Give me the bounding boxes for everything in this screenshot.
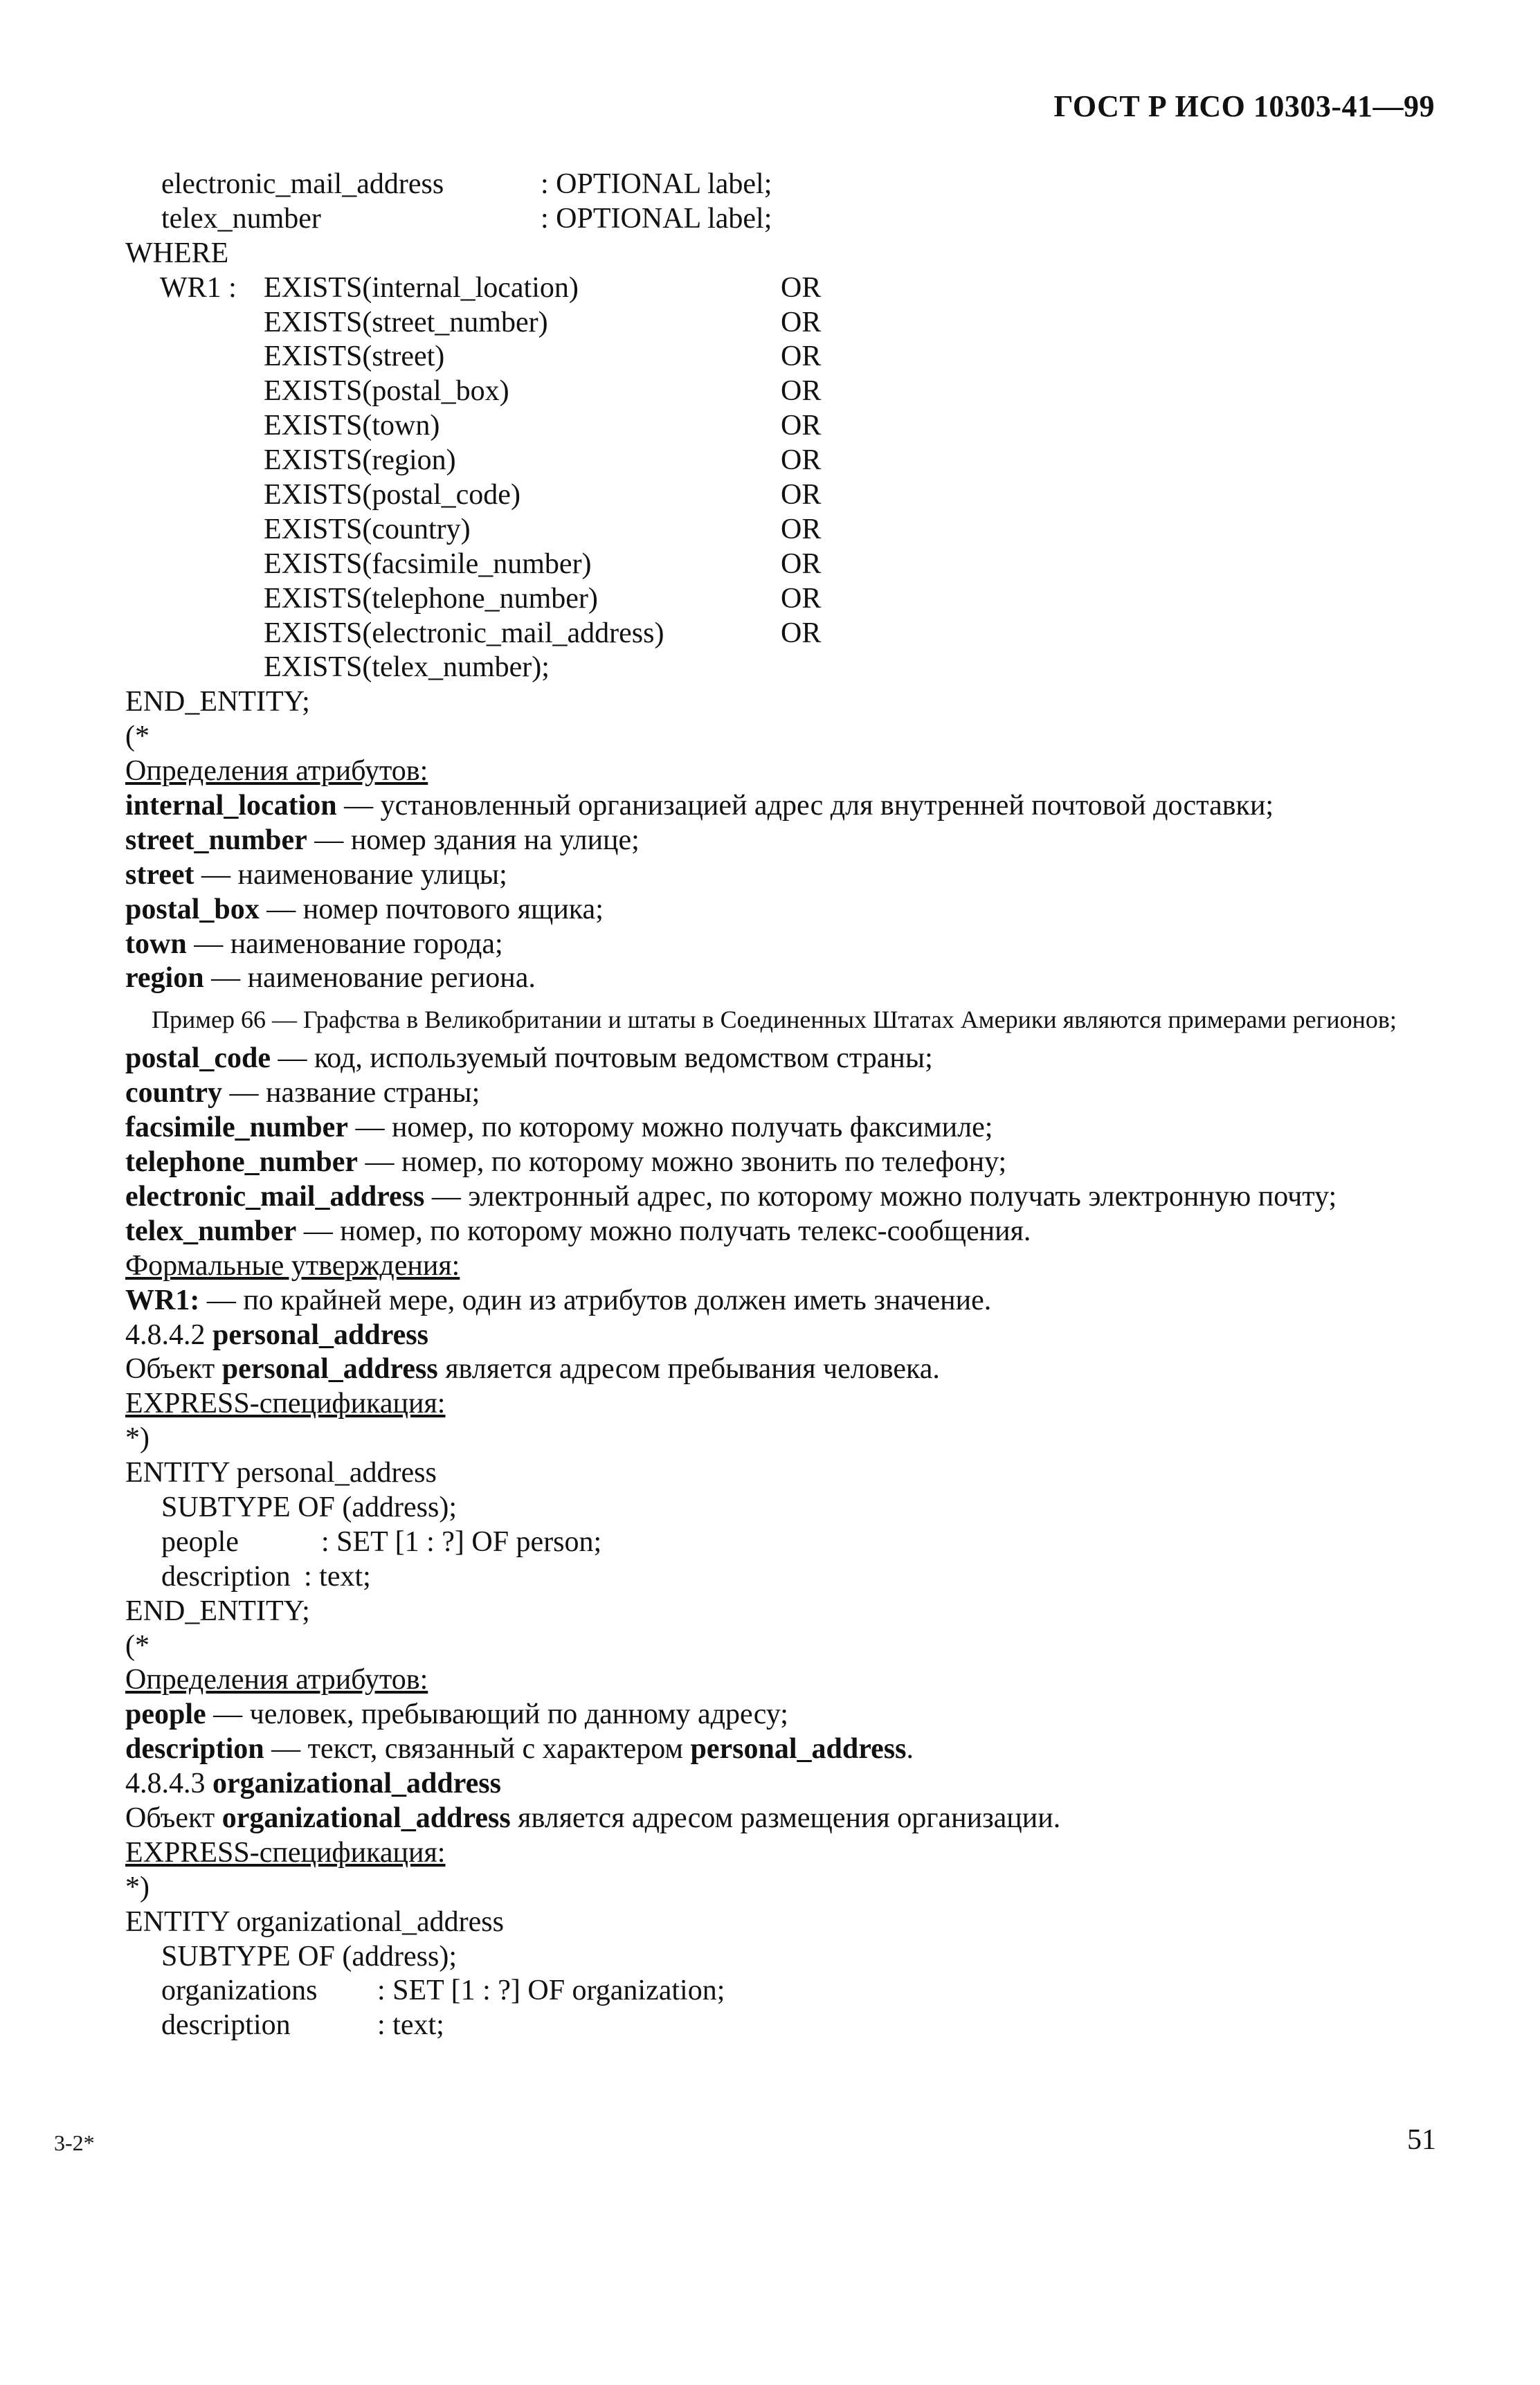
section-description [125,1352,1440,1387]
rule-op: OR [781,582,822,615]
formal-statements-heading: Формальные утверждения: [125,1249,460,1282]
comment-open: (* [125,720,150,753]
rule-row [125,513,1440,547]
rule-expr: EXISTS(region) [264,444,456,477]
rule-expr: EXISTS(electronic_mail_address) [264,617,664,649]
rule-row [125,444,1440,478]
express-spec-heading: EXPRESS-спецификация: [125,1388,446,1420]
attr-definitions-heading: Определения атрибутов: [125,755,428,788]
rule-expr: EXISTS(internal_location) [264,271,579,304]
code-entity: ENTITY organizational_address [125,1905,504,1938]
attr-definition [125,927,1440,962]
formal-rule [125,1284,1440,1318]
desc-text: является адресом размещения организации. [510,1802,1061,1834]
attr-definition [125,1698,1440,1732]
rule-op: OR [781,444,822,477]
attr-text: — номер, по которому можно звонить по телефону; [358,1146,1007,1179]
attr-definition [125,1732,1440,1767]
attr-term: street [125,858,194,891]
rule-row [125,478,1440,513]
field-type: : OPTIONAL label; [541,202,772,235]
rule-op: OR [781,617,822,649]
attr-text: — наименование города; [186,927,503,960]
attr-text: — наименование улицы; [194,858,507,891]
rule-row [125,547,1440,582]
section-description [125,1802,1440,1836]
code-subtype: SUBTYPE OF (address); [161,1491,457,1523]
attr-term: town [125,927,187,960]
field-type: : text; [304,1560,371,1593]
attr-definition [125,1180,1440,1215]
attr-text: — электронный адрес, по которому можно получать электронную почту; [424,1180,1337,1213]
attr-text: — номер, по которому можно получать телекс-сообщения. [296,1215,1031,1247]
desc-term: organizational_address [221,1802,511,1834]
attr-term: country [125,1077,222,1109]
rule-expr: EXISTS(postal_box) [264,375,509,408]
field-name: organizations [161,1975,318,2007]
attr-definition [125,789,1440,824]
code-field-row [125,202,1440,237]
section-title: personal_address [212,1318,428,1351]
attr-definition [125,961,1440,996]
attr-definition [125,1215,1440,1249]
rule-expr: EXISTS(telex_number); [264,651,550,684]
attr-text: — номер здания на улице; [307,824,640,856]
attr-term: postal_code [125,1042,271,1075]
attr-definition [125,1042,1440,1076]
rule-row [125,409,1440,444]
example-note: Пример 66 — Графства в Великобритании и штаты в Соединенных Штатах Америки являются примерами регионов; [152,1006,1397,1034]
attr-definitions-heading: Определения атрибутов: [125,1664,428,1696]
attr-term: street_number [125,824,307,856]
rule-expr: EXISTS(facsimile_number) [264,547,592,580]
rule-row [125,340,1440,374]
attr-definition [125,1145,1440,1180]
field-name: electronic_mail_address [161,168,444,200]
rule-op: OR [781,479,822,511]
rule-row [125,271,1440,306]
rule-row [125,582,1440,617]
rule-expr: EXISTS(country) [264,513,471,545]
field-name: description [161,1560,291,1593]
field-type: : SET [1 : ?] OF organization; [377,1975,725,2007]
attr-term: internal_location [125,790,337,822]
comment-open: (* [125,1629,150,1662]
field-name: people [161,1525,239,1558]
code-field-row [125,167,1440,202]
section-title: organizational_address [212,1768,501,1800]
comment-close: *) [125,1871,150,1903]
rule-expr: EXISTS(street) [264,341,445,373]
attr-text: — наименование региона. [203,962,536,995]
rule-op: OR [781,513,822,545]
attr-term: facsimile_number [125,1112,348,1144]
attr-text: — номер почтового ящика; [259,893,604,925]
attr-definition [125,858,1440,893]
code-entity: ENTITY personal_address [125,1457,437,1489]
rule-expr: EXISTS(town) [264,410,440,442]
attr-term: electronic_mail_address [125,1180,425,1213]
attr-term: telex_number [125,1215,297,1247]
attr-definition [125,1076,1440,1111]
attr-text: — название страны; [222,1077,480,1109]
attr-text: — номер, по которому можно получать факсимиле; [347,1112,993,1144]
desc-text: Объект [125,1802,222,1834]
rule-expr: EXISTS(street_number) [264,306,548,338]
attr-term-ref: personal_address [690,1733,907,1766]
desc-term: personal_address [221,1353,438,1386]
field-type: : text; [377,2009,444,2042]
section-number: 4.8.4.3 [125,1768,212,1800]
rule-row [125,374,1440,409]
rule-row [125,306,1440,341]
code-end-entity: END_ENTITY; [125,1595,310,1627]
rule-text: — по крайней мере, один из атрибутов должен иметь значение. [199,1284,992,1316]
attr-term: description [125,1733,264,1766]
attr-text: — текст, связанный с характером [264,1733,691,1766]
rule-label: WR1 : [160,271,237,304]
attr-text: — установленный организацией адрес для внутренней почтовой доставки; [336,790,1274,822]
signature-mark: 3-2* [54,2130,95,2155]
desc-text: Объект [125,1353,222,1386]
rule-expr: EXISTS(telephone_number) [264,582,598,615]
attr-definition [125,1111,1440,1145]
attr-term: postal_box [125,893,260,925]
rule-row [125,617,1440,651]
field-type: : OPTIONAL label; [541,168,772,200]
attr-text: — человек, пребывающий по данному адресу; [206,1698,788,1731]
field-name: description [161,2009,291,2042]
code-where: WHERE [125,237,229,269]
attr-term: region [125,962,204,995]
attr-definition [125,893,1440,927]
attr-text: . [906,1733,914,1766]
rule-op: OR [781,547,822,580]
rule-term: WR1: [125,1284,200,1316]
attr-term: people [125,1698,206,1731]
code-field-row [125,2008,1440,2043]
code-end-entity: END_ENTITY; [125,686,310,718]
comment-close: *) [125,1422,150,1455]
code-field-row [125,1560,1440,1595]
attr-term: telephone_number [125,1146,358,1179]
document-header: ГОСТ Р ИСО 10303-41—99 [1053,89,1435,123]
section-number: 4.8.4.2 [125,1318,212,1351]
field-type: : SET [1 : ?] OF person; [321,1525,602,1558]
desc-text: является адресом пребывания человека. [437,1353,940,1386]
rule-op: OR [781,341,822,373]
page-content [125,167,1440,2043]
rule-op: OR [781,306,822,338]
code-subtype: SUBTYPE OF (address); [161,1940,457,1973]
rule-op: OR [781,271,822,304]
rule-op: OR [781,375,822,408]
code-field-row [125,1525,1440,1560]
attr-definition [125,824,1440,858]
express-spec-heading: EXPRESS-спецификация: [125,1836,446,1869]
page-number: 51 [1407,2124,1436,2156]
field-name: telex_number [161,202,321,235]
rule-op: OR [781,410,822,442]
attr-text: — код, используемый почтовым ведомством страны; [271,1042,933,1075]
rule-expr: EXISTS(postal_code) [264,479,520,511]
section-heading [125,1767,1440,1802]
rule-row [125,651,1440,685]
code-field-row [125,1974,1440,2008]
section-heading [125,1318,1440,1353]
